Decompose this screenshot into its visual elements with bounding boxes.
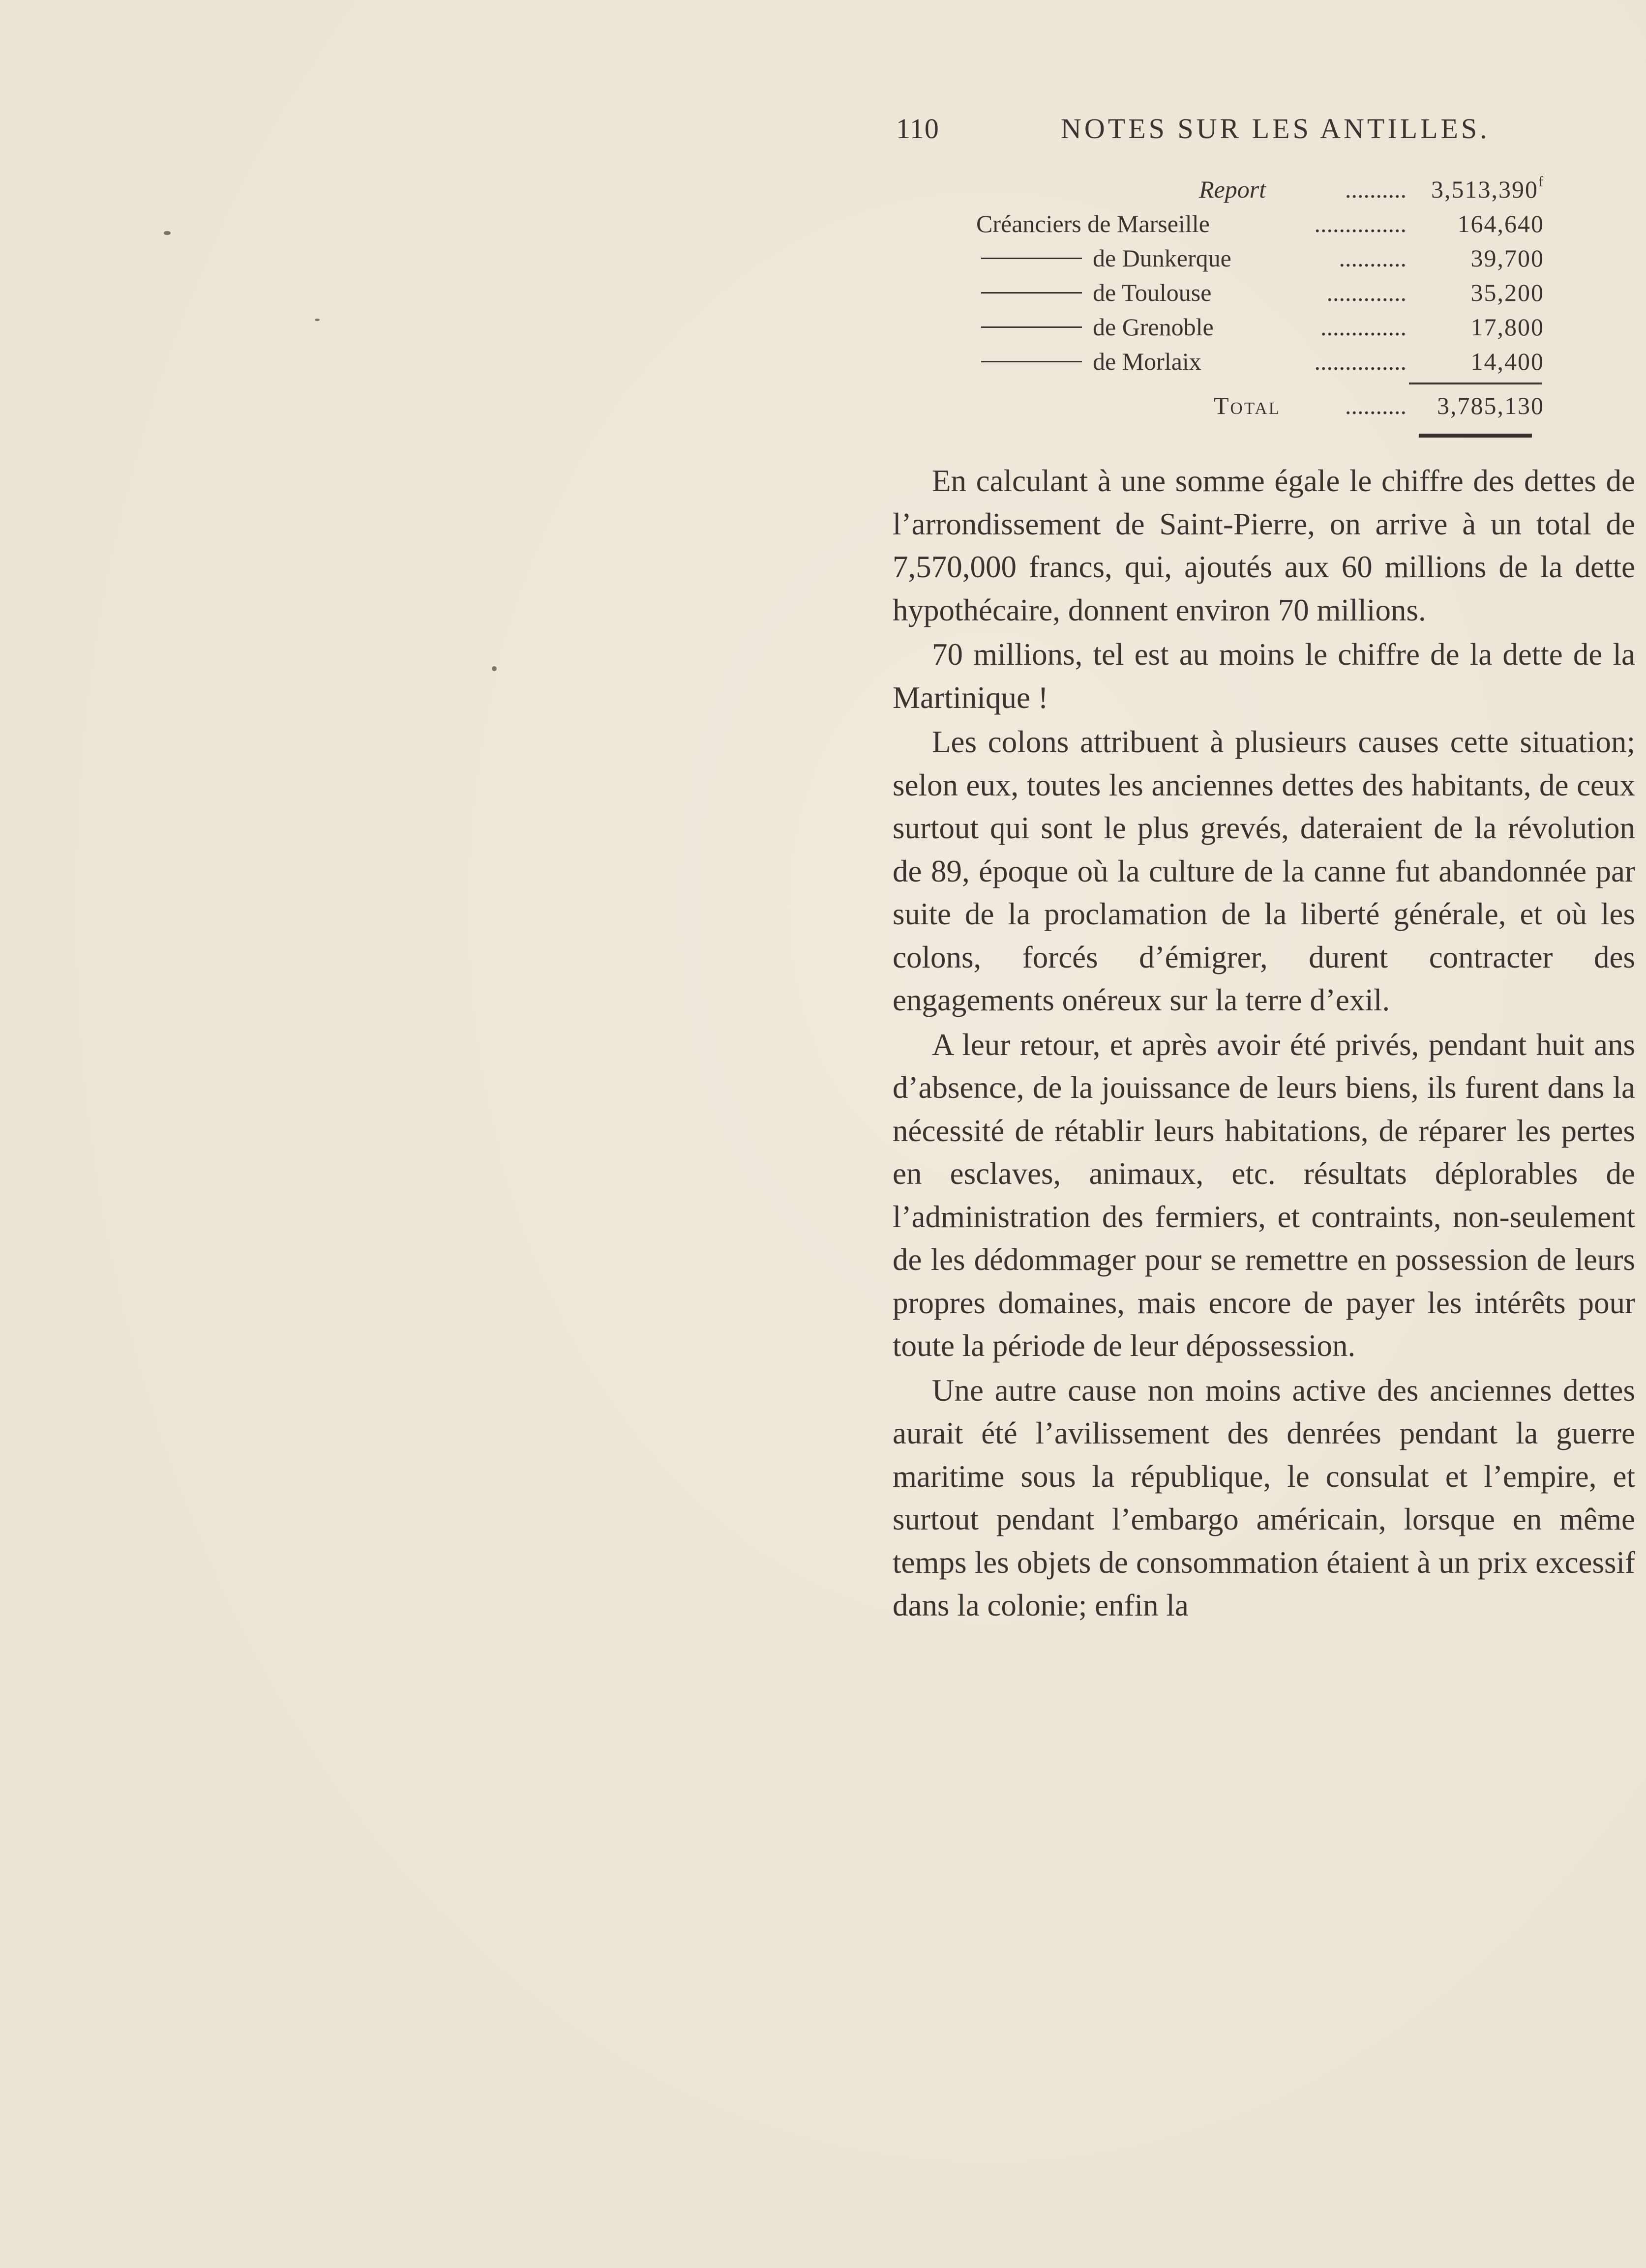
ledger-row bbox=[964, 275, 1559, 310]
ledger-row bbox=[964, 344, 1559, 379]
ledger-leader: ........... bbox=[1339, 244, 1407, 272]
ditto-rule bbox=[981, 292, 1082, 294]
ledger-label: de Morlaix bbox=[1093, 348, 1201, 375]
paragraph: A leur retour, et après avoir été privés, pendant huit ans d’absence, de la jouissance de leurs biens, ils furent dans la nécessité de rétablir leurs habitations, de réparer les pertes en esclaves, animaux, etc. résultats déplorables de l’administration des fermiers, et contraints, non-seulement de les dédommager pour se remettre en possession de leurs propres domaines, mais encore de payer les intérêts pour toute la période de leur dépossession. bbox=[893, 1027, 1635, 1363]
ledger-amount: 14,400 bbox=[1470, 348, 1544, 375]
paper-speck bbox=[164, 231, 171, 235]
total-rule bbox=[1419, 434, 1532, 438]
ledger-amount: 3,513,390$^f$ bbox=[1431, 174, 1544, 203]
ledger-label: de Dunkerque bbox=[1093, 244, 1231, 272]
paragraph: 70 millions, tel est au moins le chiffre de la dette de la Martinique ! bbox=[893, 637, 1635, 715]
ledger-leader: ............... bbox=[1314, 348, 1407, 375]
ledger-leader: .............. bbox=[1320, 313, 1407, 341]
page-number: 110 bbox=[896, 113, 939, 145]
ledger-row bbox=[964, 241, 1559, 275]
ditto-rule bbox=[981, 326, 1082, 328]
ledger-leader: ............... bbox=[1314, 210, 1407, 237]
ditto-rule bbox=[981, 258, 1082, 259]
ledger-row-total bbox=[964, 388, 1559, 423]
creditors-ledger bbox=[964, 172, 1559, 423]
ledger-leader: ............. bbox=[1326, 279, 1407, 306]
body-text bbox=[893, 460, 1635, 1629]
ledger-label: Créanciers de Marseille bbox=[976, 210, 1210, 237]
ledger-amount: 39,700 bbox=[1470, 244, 1544, 272]
ledger-amount: 164,640 bbox=[1457, 210, 1544, 237]
ditto-rule bbox=[981, 361, 1082, 362]
ledger-row-report bbox=[964, 172, 1559, 206]
ledger-label: Report bbox=[1199, 176, 1266, 203]
paragraph: En calculant à une somme égale le chiffre des dettes de l’arrondissement de Saint-Pierre, on arrive à un total de 7,570,000 francs, qui, ajoutés aux 60 millions de la dette hypothécaire, donnent environ 70 millions. bbox=[893, 464, 1635, 627]
ledger-amount: 17,800 bbox=[1470, 313, 1544, 341]
paper-speck bbox=[315, 319, 320, 321]
running-title: NOTES SUR LES ANTILLES. bbox=[1061, 113, 1490, 145]
ledger-row bbox=[964, 206, 1559, 241]
ledger-leader: .......... bbox=[1345, 176, 1407, 203]
paragraph: Les colons attribuent à plusieurs causes cette situation; selon eux, toutes les anciennes dettes des habitants, de ceux surtout qui sont le plus grevés, dateraient de la révolution de 89, époque où la culture de la canne fut abandonnée par suite de la proclamation de la liberté générale, et où les colons, forcés d’émigrer, durent contracter des engagements onéreux sur la terre d’exil. bbox=[893, 725, 1635, 1017]
ledger-row bbox=[964, 310, 1559, 344]
ledger-label: de Grenoble bbox=[1093, 313, 1214, 341]
ledger-leader: .......... bbox=[1345, 392, 1407, 419]
paragraph: Une autre cause non moins active des anciennes dettes aurait été l’avilissement des denrées pendant la guerre maritime sous la république, le consulat et l’empire, et surtout pendant l’embargo américain, lorsque en même temps les objets de consommation étaient à un prix excessif dans la colonie; enfin la bbox=[893, 1373, 1635, 1622]
sum-rule bbox=[1409, 383, 1542, 384]
ledger-label: Total bbox=[1214, 392, 1281, 419]
ledger-label: de Toulouse bbox=[1093, 279, 1212, 306]
ledger-amount: 3,785,130 bbox=[1437, 392, 1544, 419]
ledger-amount: 35,200 bbox=[1470, 279, 1544, 306]
paper-speck bbox=[492, 666, 497, 671]
page-header bbox=[896, 112, 1555, 156]
